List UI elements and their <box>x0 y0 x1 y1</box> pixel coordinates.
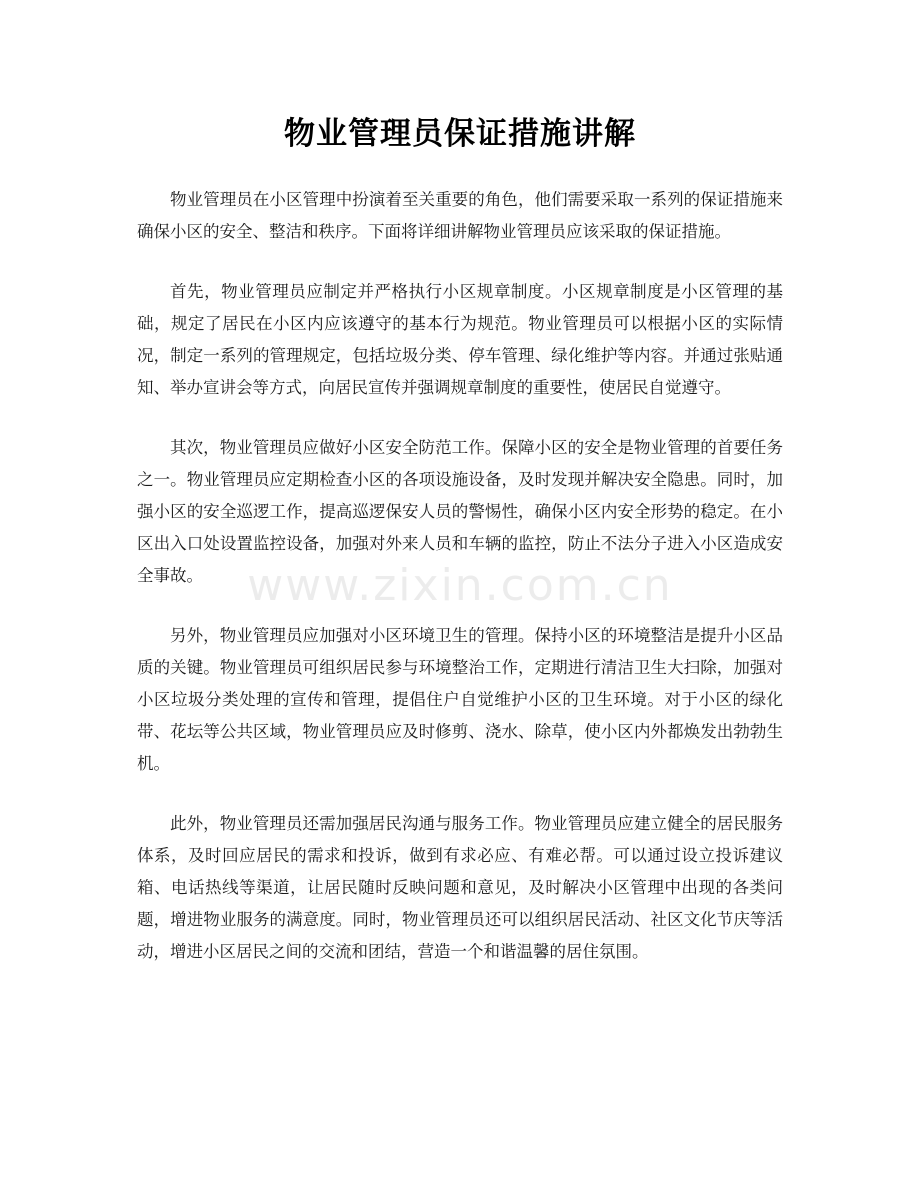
document-body <box>137 184 783 996</box>
document-title: 物业管理员保证措施讲解 <box>284 116 636 152</box>
paragraph-service: 此外，物业管理员还需加强居民沟通与服务工作。物业管理员应建立健全的居民服务体系，及时回应居民的需求和投诉，做到有求必应、有难必帮。可以通过设立投诉建议箱、电话热线等渠道，让居民随时反映问题和意见，及时解决小区管理中出现的各类问题，增进物业服务的满意度。同时，物业管理员还可以组织居民活动、社区文化节庆等活动，增进小区居民之间的交流和团结，营造一个和谐温馨的居住氛围。 <box>137 814 783 961</box>
paragraph-rules: 首先，物业管理员应制定并严格执行小区规章制度。小区规章制度是小区管理的基础，规定了居民在小区内应该遵守的基本行为规范。物业管理员可以根据小区的实际情况，制定一系列的管理规定，包括垃圾分类、停车管理、绿化维护等内容。并通过张贴通知、举办宣讲会等方式，向居民宣传并强调规章制度的重要性，使居民自觉遵守。 <box>137 282 783 397</box>
paragraph-environment: 另外，物业管理员应加强对小区环境卫生的管理。保持小区的环境整洁是提升小区品质的关键。物业管理员可组织居民参与环境整治工作，定期进行清洁卫生大扫除，加强对小区垃圾分类处理的宣传和管理，提倡住户自觉维护小区的卫生环境。对于小区的绿化带、花坛等公共区域，物业管理员应及时修剪、浇水、除草，使小区内外都焕发出勃勃生机。 <box>137 626 783 773</box>
paragraph-intro: 物业管理员在小区管理中扮演着至关重要的角色，他们需要采取一系列的保证措施来确保小区的安全、整洁和秩序。下面将详细讲解物业管理员应该采取的保证措施。 <box>137 190 783 241</box>
paragraph-security: 其次，物业管理员应做好小区安全防范工作。保障小区的安全是物业管理的首要任务之一。物业管理员应定期检查小区的各项设施设备，及时发现并解决安全隐患。同时，加强小区的安全巡逻工作，提高巡逻保安人员的警惕性，确保小区内安全形势的稳定。在小区出入口处设置监控设备，加强对外来人员和车辆的监控，防止不法分子进入小区造成安全事故。 <box>137 438 783 585</box>
watermark-text: www.zixin.com.cn <box>247 560 673 611</box>
